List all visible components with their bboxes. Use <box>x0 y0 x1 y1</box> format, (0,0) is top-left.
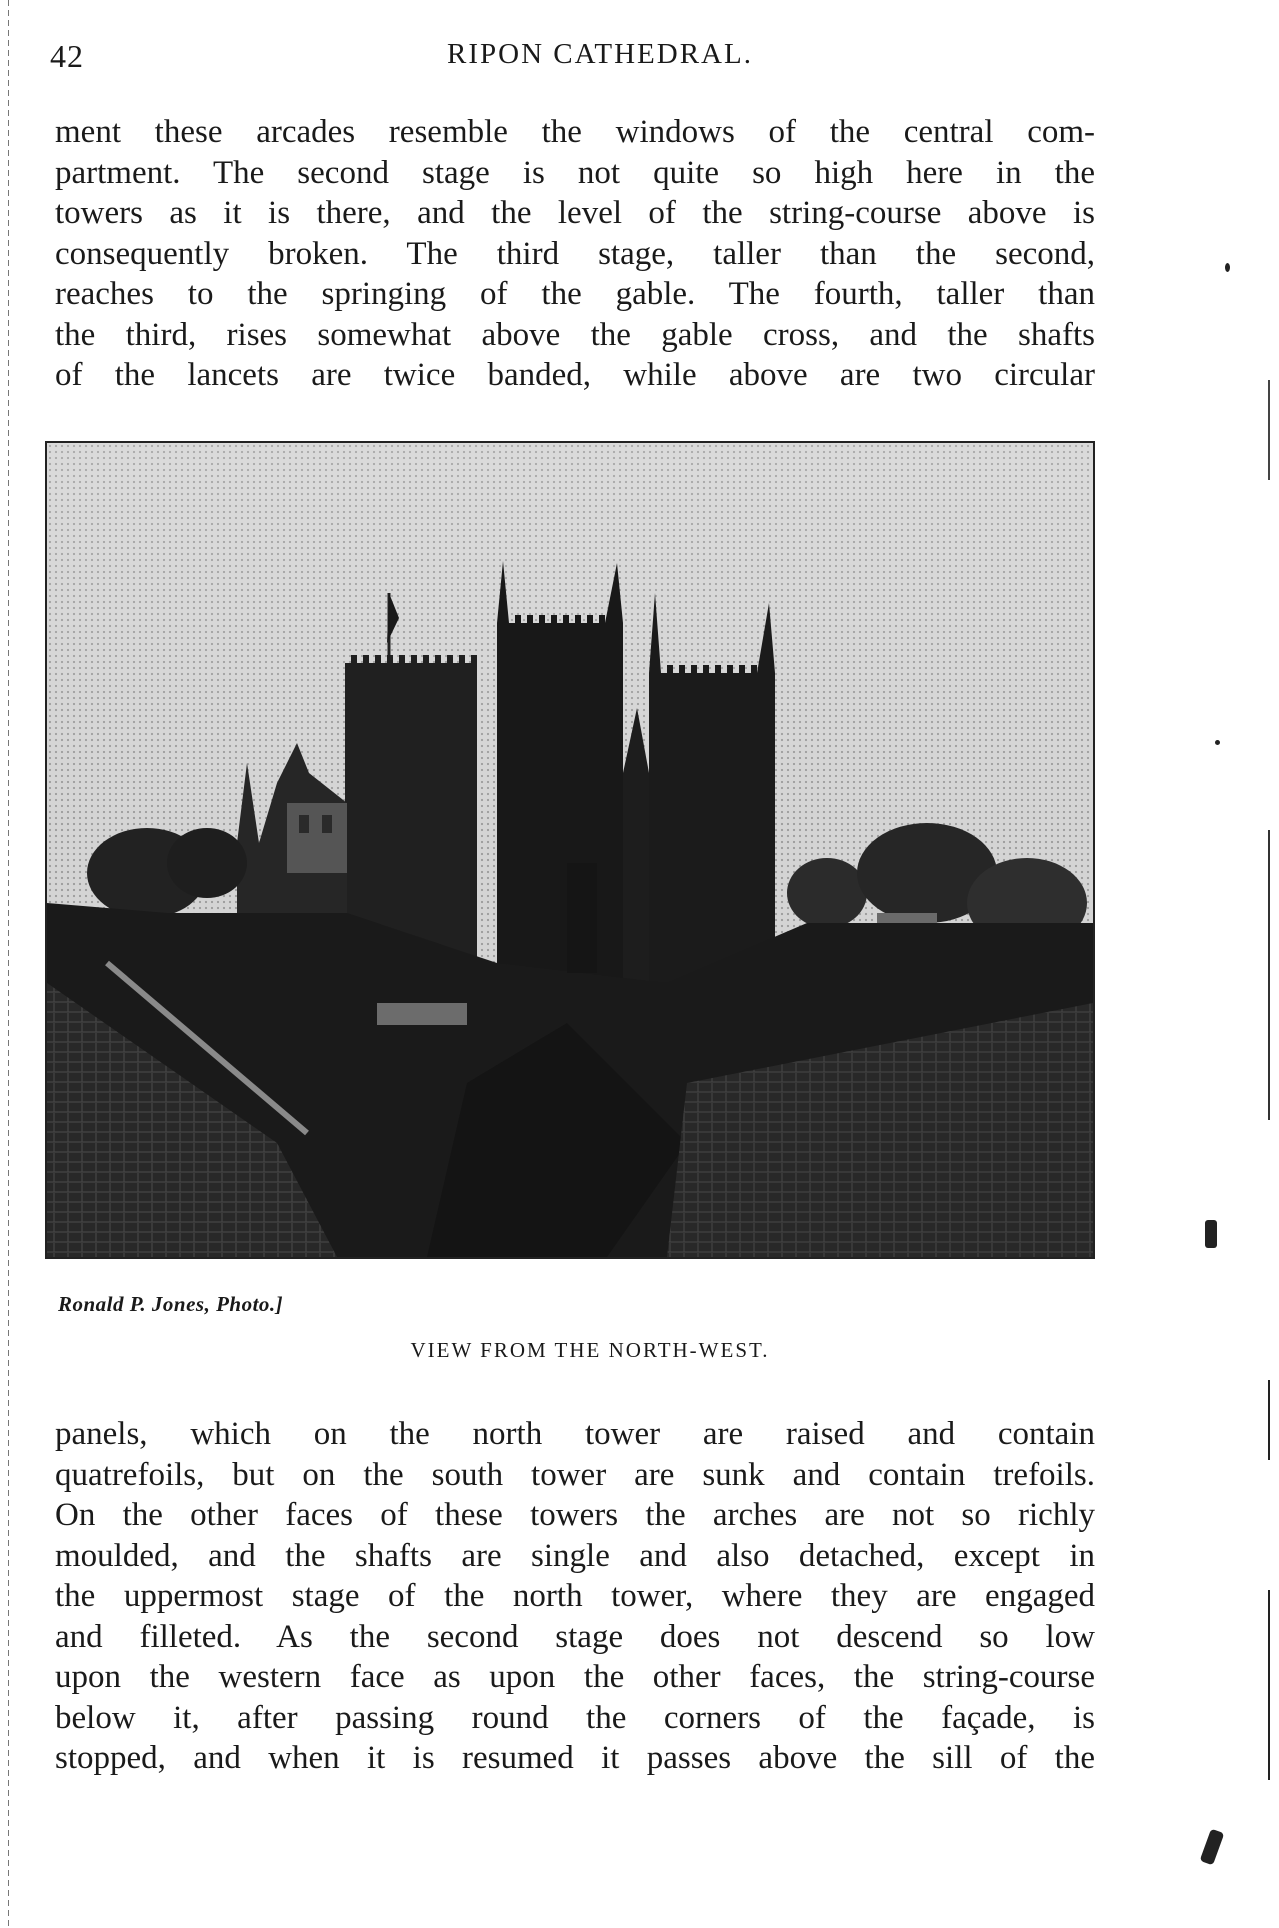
paragraph-1 <box>55 112 1095 396</box>
page-header <box>50 30 1100 80</box>
text-line: reaches to the springing of the gable. The fourth, taller than <box>55 276 1095 312</box>
right-margin-rule <box>1268 0 1270 1928</box>
text-line: and filleted. As the second stage does not descend so low <box>55 1618 1095 1655</box>
text-line: ment these arcades resemble the windows of the central com- <box>55 114 1095 150</box>
left-margin-rule <box>8 0 9 1928</box>
photo-credit: Ronald P. Jones, Photo.] <box>58 1292 284 1316</box>
scan-speck <box>1205 1220 1217 1248</box>
text-line: below it, after passing round the corners of the façade, is <box>55 1699 1095 1736</box>
text-line: upon the western face as upon the other faces, the string-course <box>55 1659 1095 1695</box>
running-title: RIPON CATHEDRAL. <box>447 38 753 70</box>
text-line: partment. The second stage is not quite so high here in the <box>55 154 1095 191</box>
paragraph-2 <box>55 1414 1095 1779</box>
figure-caption: VIEW FROM THE NORTH-WEST. <box>410 1338 770 1362</box>
text-line: of the lancets are twice banded, while above are two circular <box>55 357 1095 393</box>
cathedral-photograph <box>45 441 1095 1259</box>
text-line: consequently broken. The third stage, taller than the second, <box>55 235 1095 272</box>
text-line: moulded, and the shafts are single and also detached, except in <box>55 1537 1095 1574</box>
scan-speck <box>1200 1829 1225 1866</box>
text-line: stopped, and when it is resumed it passes above the sill of the <box>55 1740 1095 1776</box>
text-line: quatrefoils, but on the south tower are sunk and contain trefoils. <box>55 1456 1095 1493</box>
text-line: panels, which on the north tower are raised and contain <box>55 1416 1095 1452</box>
text-line: the uppermost stage of the north tower, where they are engaged <box>55 1578 1095 1614</box>
page-number: 42 <box>50 38 84 74</box>
photo-illustration <box>47 443 1093 1257</box>
scan-speck <box>1215 740 1220 745</box>
scan-speck <box>1225 263 1230 272</box>
text-line: On the other faces of these towers the arches are not so richly <box>55 1497 1095 1533</box>
text-line: the third, rises somewhat above the gable cross, and the shafts <box>55 316 1095 353</box>
text-line: towers as it is there, and the level of the string-course above is <box>55 195 1095 231</box>
